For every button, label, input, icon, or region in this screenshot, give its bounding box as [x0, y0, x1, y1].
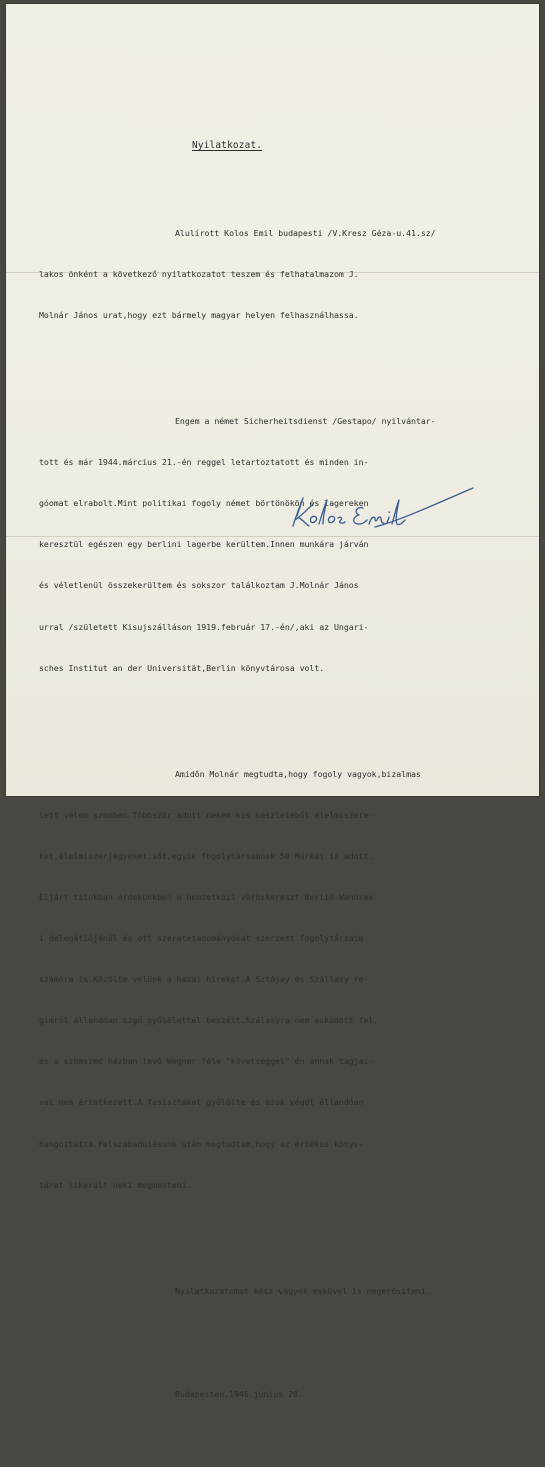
- text-line: i delegátiójánál és ott szeretetadományokat szerzett fogolytársaim: [39, 932, 364, 943]
- text-line: Engem a német Sicherheitsdienst /Gestapo/ nyilvántar-: [175, 415, 436, 426]
- text-line: sches Institut an der Universität,Berlin könyvtárosa volt.: [39, 662, 325, 673]
- text-line: Amidőn Molnár megtudta,hogy fogoly vagyok,bizalmas: [175, 768, 421, 779]
- document-title: Nyilatkozat.: [192, 140, 263, 151]
- handwritten-signature: [291, 482, 476, 542]
- text-line: gimről állandóan izgó gyűlölettel beszélt.Szálasyra nem esküdött fel,: [39, 1015, 379, 1026]
- paragraph-intro: [39, 199, 529, 350]
- text-line: urral /született Kisujszálláson 1919.február 17.-én/,aki az Ungari-: [39, 621, 369, 632]
- text-line: Eljárt titokban érdekünkben a nemzetközi vöröskereszt Berlin-Wannsee-: [39, 891, 379, 902]
- date-line: Budapesten,1946.junius 28.: [175, 1389, 303, 1400]
- document-body: [39, 172, 529, 1467]
- text-line: lett velem szemben.Többször adott nekem kis készletéből élelmiszere-: [39, 809, 374, 820]
- signature-icon: [291, 482, 476, 542]
- text-line: és véletlenül összekerültem és sokszor találkoztam J.Molnár János: [39, 580, 359, 591]
- text-line: hangoztatta.Felszabadulásunk után megtudtam,hogy az értékes könyv-: [39, 1138, 364, 1149]
- text-line: és a szomszéd házban levő Wegner féle "követséggel" én annak tagjai-: [39, 1056, 374, 1067]
- text-line: Alulírott Kolos Emil budapesti /V.Kresz Géza-u.41.sz/: [175, 227, 436, 238]
- text-line: góomat elrabolt.Mint politikai fogoly német börtönökön és lagereken: [39, 498, 369, 509]
- text-line: számára is.Közölte velünk a hazai híreket.A Sztójay és Szállasy re-: [39, 974, 369, 985]
- paragraph-help: [39, 740, 529, 1220]
- text-line: Molnár János urat,hogy ezt bármely magyar helyen felhasználhassa.: [39, 310, 359, 321]
- text-line: Nyilatkozatomat kész vagyok esküvel is megerősíteni.: [175, 1285, 431, 1296]
- text-line: tott és már 1944.március 21.-én reggel letartoztatott és minden in-: [39, 457, 369, 468]
- text-line: lakos önként a következő nyilatkozatot teszem és felhatalmazom J.: [39, 268, 359, 279]
- text-line: tárat sikerült neki megmenteni.: [39, 1179, 192, 1190]
- text-line: keresztül egészen egy berlini lagerbe kerültem.Innen munkára járván: [39, 539, 369, 550]
- document-sheet: [6, 4, 539, 1400]
- text-line: val nem érintkezett.A fasisztákat gyűlölte és azok végét állandóan: [39, 1097, 364, 1108]
- paragraph-oath: [39, 1257, 529, 1326]
- paragraph-arrest: [39, 388, 529, 703]
- paragraph-date: [39, 1361, 529, 1430]
- text-line: ket,élelmiszerjegyeket,sőt,egyik fogolytársamnak 50 Márkát is adott.: [39, 850, 374, 861]
